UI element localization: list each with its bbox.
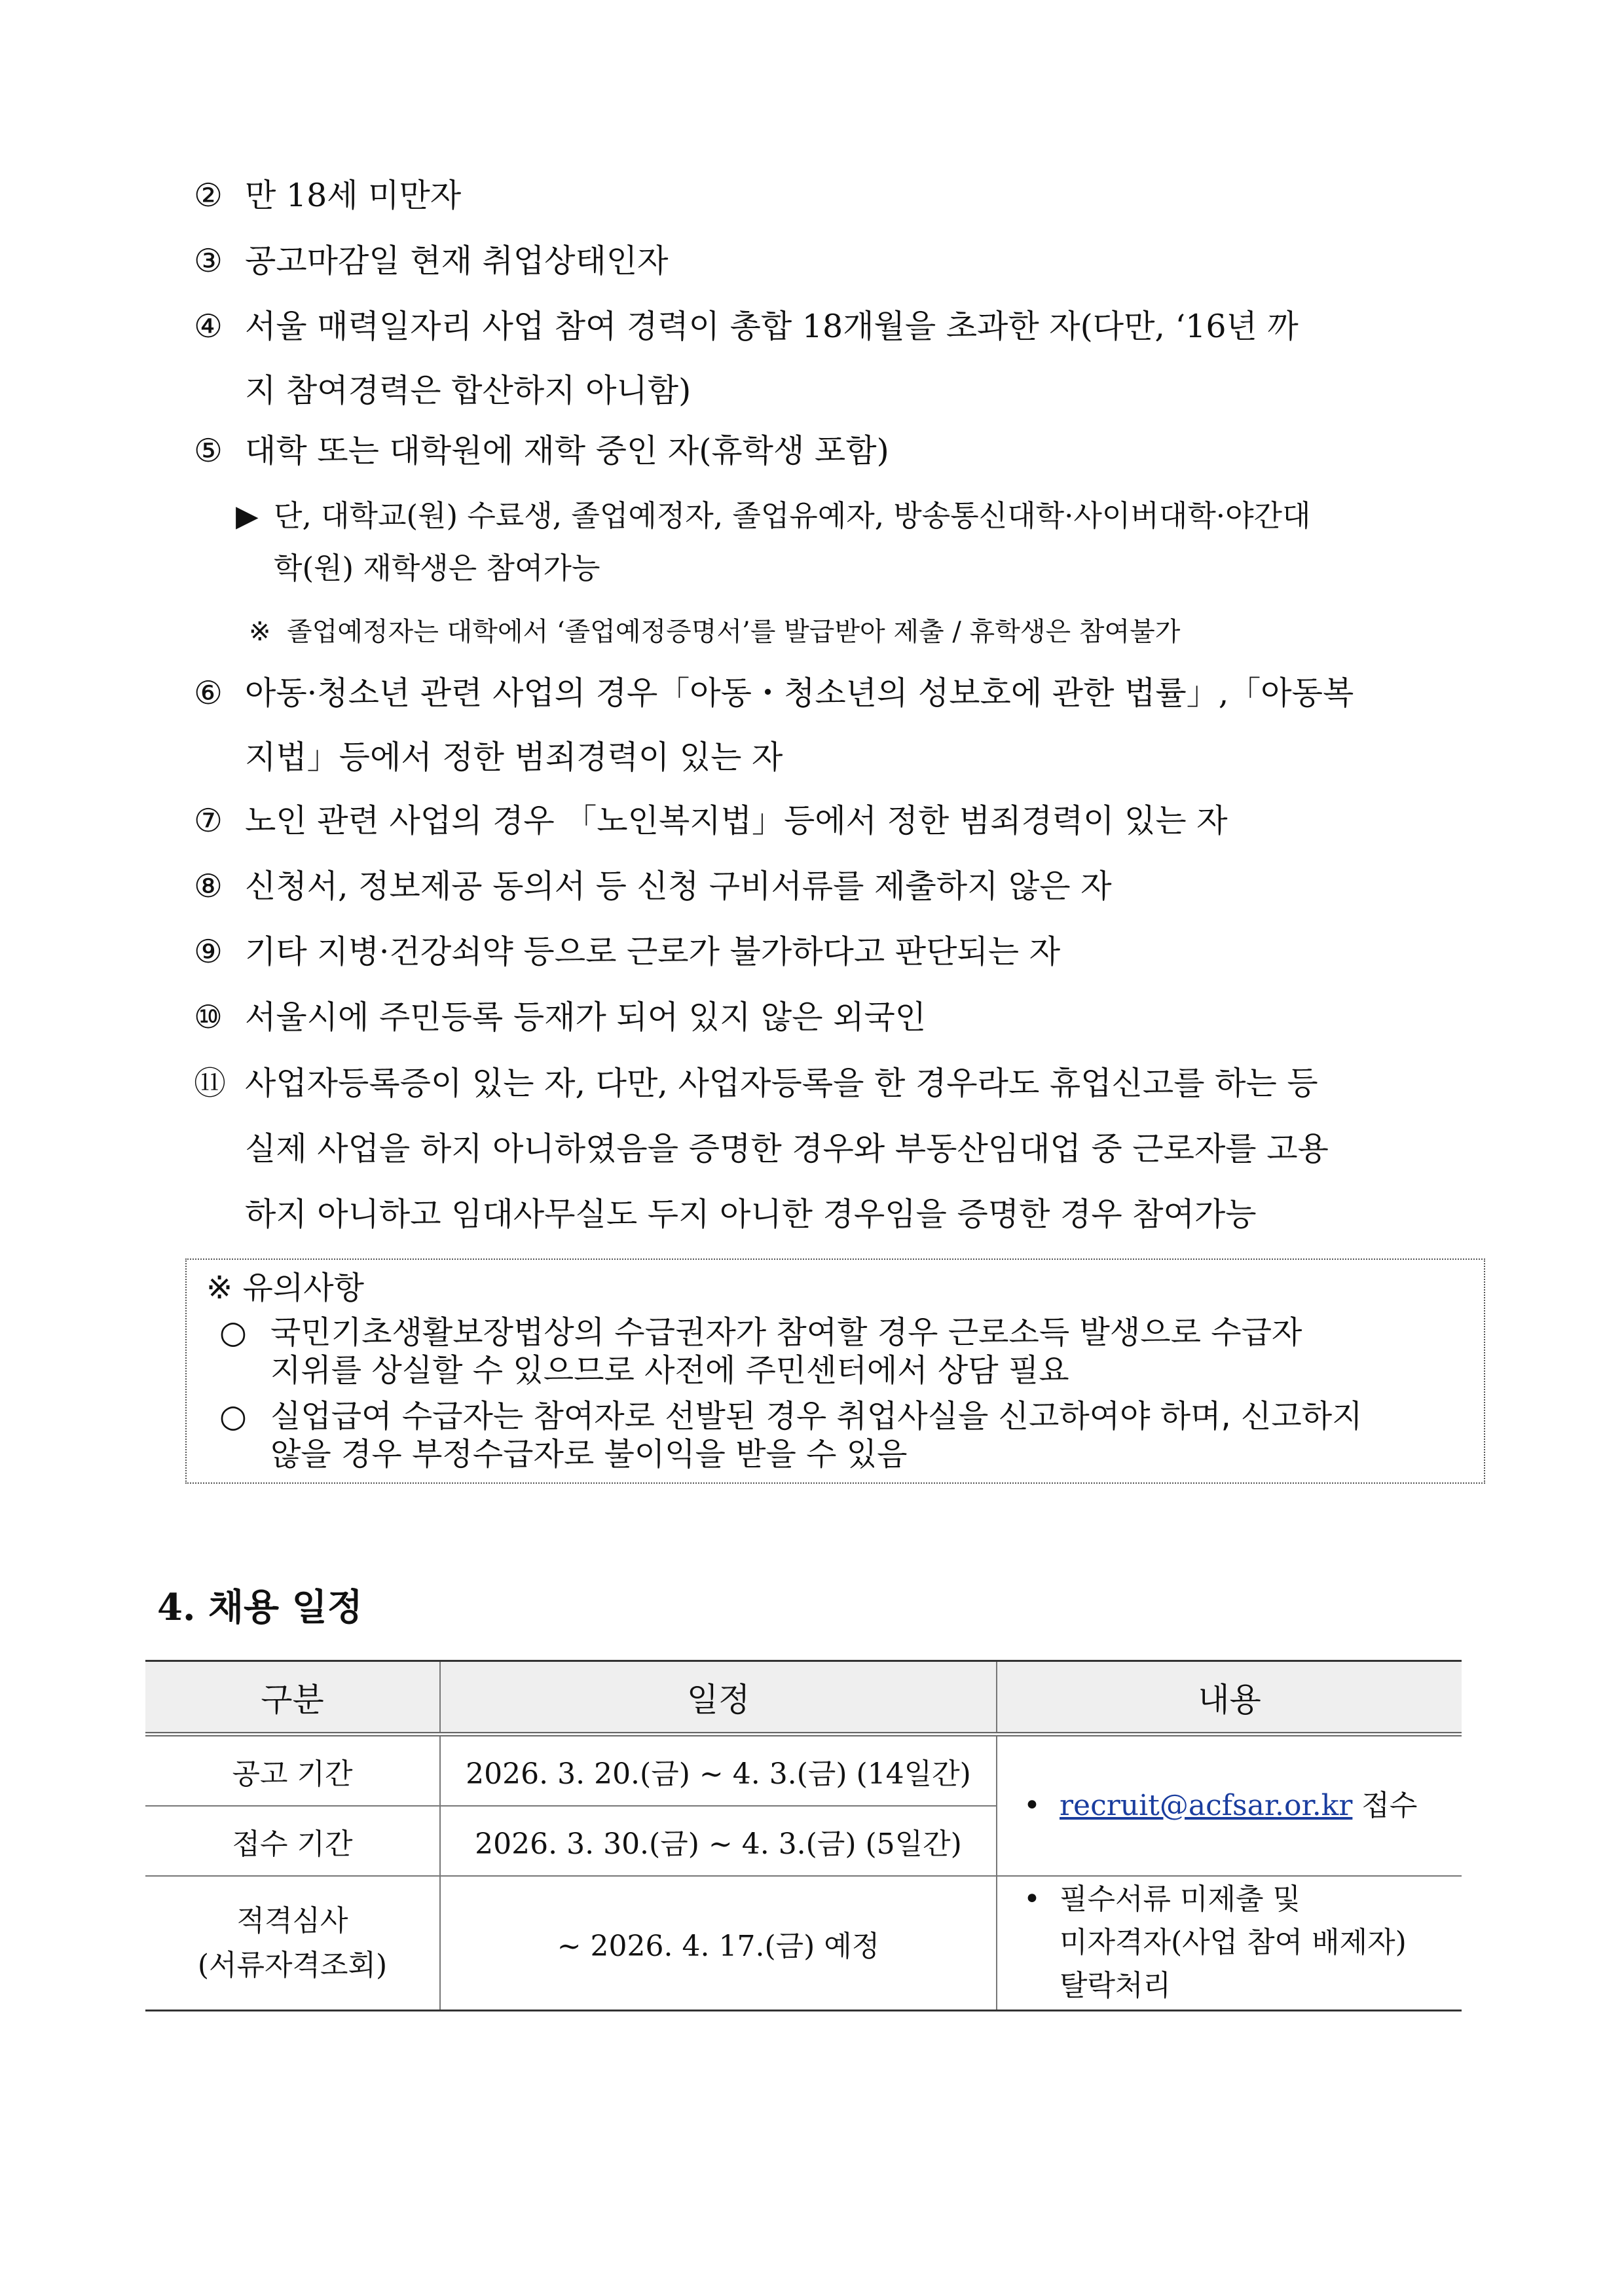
notice-box — [185, 1258, 1485, 1484]
table-row — [145, 1876, 1462, 2011]
item-text: 만 18세 미만자 — [245, 177, 462, 214]
criteria-item-7 — [194, 789, 1494, 853]
row-category: 공고 기간 — [145, 1735, 440, 1807]
reference-mark-icon: ※ — [249, 617, 271, 647]
criteria-item-6 — [194, 661, 1494, 790]
item-text: 아동·청소년 관련 사업의 경우「아동・청소년의 성보호에 관한 법률」,「아동복 — [245, 674, 1354, 712]
email-link[interactable]: recruit@acfsar.or.kr — [1060, 1789, 1353, 1822]
item-number: ⑥ — [194, 674, 223, 712]
row-date: ~ 2026. 4. 17.(금) 예정 — [440, 1876, 997, 2011]
criteria-item-4 — [194, 295, 1494, 423]
item-text-continued: 지법」등에서 정한 범죄경력이 있는 자 — [245, 739, 783, 776]
item-text: 기타 지병·건강쇠약 등으로 근로가 불가하다고 판단되는 자 — [245, 933, 1061, 970]
notice-item — [219, 1313, 1464, 1389]
note-text: 졸업예정자는 대학에서 ‘졸업예정증명서’를 발급받아 제출 / 휴학생은 참여불가 — [287, 617, 1181, 647]
header-content: 내용 — [997, 1661, 1462, 1735]
criteria-item-3 — [194, 229, 1494, 293]
notice-item-text: 실업급여 수급자는 참여자로 선발된 경우 취업사실을 신고하여야 하며, 신고하지 — [270, 1398, 1363, 1435]
row-category: 접수 기간 — [145, 1806, 440, 1876]
criteria-item-5 — [194, 419, 1494, 483]
item-number: ⑦ — [194, 802, 223, 839]
exception-text-continued: 학(원) 재학생은 참여가능 — [274, 551, 600, 585]
row-date: 2026. 3. 20.(금) ~ 4. 3.(금) (14일간) — [440, 1735, 997, 1807]
reception-content — [997, 1735, 1462, 1877]
item-5-exception — [236, 490, 1493, 595]
item-number: ④ — [194, 308, 223, 345]
exception-text: 단, 대학교(원) 수료생, 졸업예정자, 졸업유예자, 방송통신대학·사이버대학·야간대 — [274, 498, 1311, 533]
item-text: 신청서, 정보제공 동의서 등 신청 구비서류를 제출하지 않은 자 — [245, 868, 1112, 905]
notice-item-text-continued: 지위를 상실할 수 있으므로 사전에 주민센터에서 상담 필요 — [270, 1352, 1069, 1389]
criteria-item-9 — [194, 920, 1494, 984]
circle-bullet-icon: ○ — [219, 1314, 247, 1351]
item-text: 서울시에 주민등록 등재가 되어 있지 않은 외국인 — [245, 999, 927, 1036]
item-5-note — [249, 612, 1180, 652]
notice-item-text-continued: 않을 경우 부정수급자로 불이익을 받을 수 있음 — [270, 1436, 908, 1473]
review-line — [1024, 1878, 1461, 1921]
item-number: ⑤ — [194, 432, 223, 469]
review-line: 미자격자(사업 참여 배제자) — [1060, 1926, 1407, 1959]
criteria-item-10 — [194, 985, 1494, 1050]
reception-suffix: 접수 — [1352, 1789, 1418, 1822]
item-text: 노인 관련 사업의 경우 「노인복지법」등에서 정한 범죄경력이 있는 자 — [245, 802, 1228, 839]
item-number: ⑨ — [194, 933, 223, 970]
item-text: 공고마감일 현재 취업상태인자 — [245, 242, 669, 280]
category-line: (서류자격조회) — [197, 1948, 388, 1982]
item-text-continued: 지 참여경력은 합산하지 아니함) — [245, 372, 692, 409]
notice-title: ※ 유의사항 — [206, 1270, 364, 1306]
table-row — [145, 1735, 1462, 1807]
review-line: 탈락처리 — [1060, 1969, 1172, 2002]
item-text-continued: 하지 아니하고 임대사무실도 두지 아니한 경우임을 증명한 경우 참여가능 — [245, 1196, 1257, 1233]
item-text: 사업자등록증이 있는 자, 다만, 사업자등록을 한 경우라도 휴업신고를 하는 등 — [245, 1065, 1318, 1102]
row-category — [145, 1876, 440, 2011]
triangle-bullet-icon: ▶ — [236, 498, 259, 533]
circle-bullet-icon: ○ — [219, 1398, 247, 1435]
header-category: 구분 — [145, 1661, 440, 1735]
item-text: 서울 매력일자리 사업 참여 경력이 총합 18개월을 초과한 자(다만, ‘16년 까 — [245, 308, 1299, 345]
criteria-item-11 — [194, 1051, 1494, 1247]
table-header-row — [145, 1661, 1462, 1735]
notice-item-text: 국민기초생활보장법상의 수급권자가 참여할 경우 근로소득 발생으로 수급자 — [270, 1314, 1302, 1351]
review-content — [997, 1876, 1462, 2011]
header-date: 일정 — [440, 1661, 997, 1735]
criteria-item-8 — [194, 854, 1494, 919]
bullet-icon: • — [1024, 1789, 1041, 1822]
item-number: ⑪ — [194, 1065, 227, 1102]
review-text: 필수서류 미제출 및 — [1060, 1882, 1301, 1916]
row-date: 2026. 3. 30.(금) ~ 4. 3.(금) (5일간) — [440, 1806, 997, 1876]
schedule-table — [145, 1660, 1462, 2011]
item-number: ③ — [194, 242, 223, 280]
notice-item — [219, 1397, 1464, 1473]
item-number: ⑩ — [194, 999, 223, 1036]
reception-line — [1024, 1784, 1461, 1827]
item-text: 대학 또는 대학원에 재학 중인 자(휴학생 포함) — [245, 432, 889, 469]
item-number: ⑧ — [194, 868, 223, 905]
criteria-item-2 — [194, 164, 1494, 228]
item-number: ② — [194, 177, 223, 214]
item-text-continued: 실제 사업을 하지 아니하였음을 증명한 경우와 부동산임대업 중 근로자를 고용 — [245, 1130, 1329, 1167]
bullet-icon: • — [1024, 1882, 1041, 1916]
category-line: 적격심사 — [236, 1903, 348, 1937]
section-title: 4. 채용 일정 — [157, 1586, 363, 1629]
